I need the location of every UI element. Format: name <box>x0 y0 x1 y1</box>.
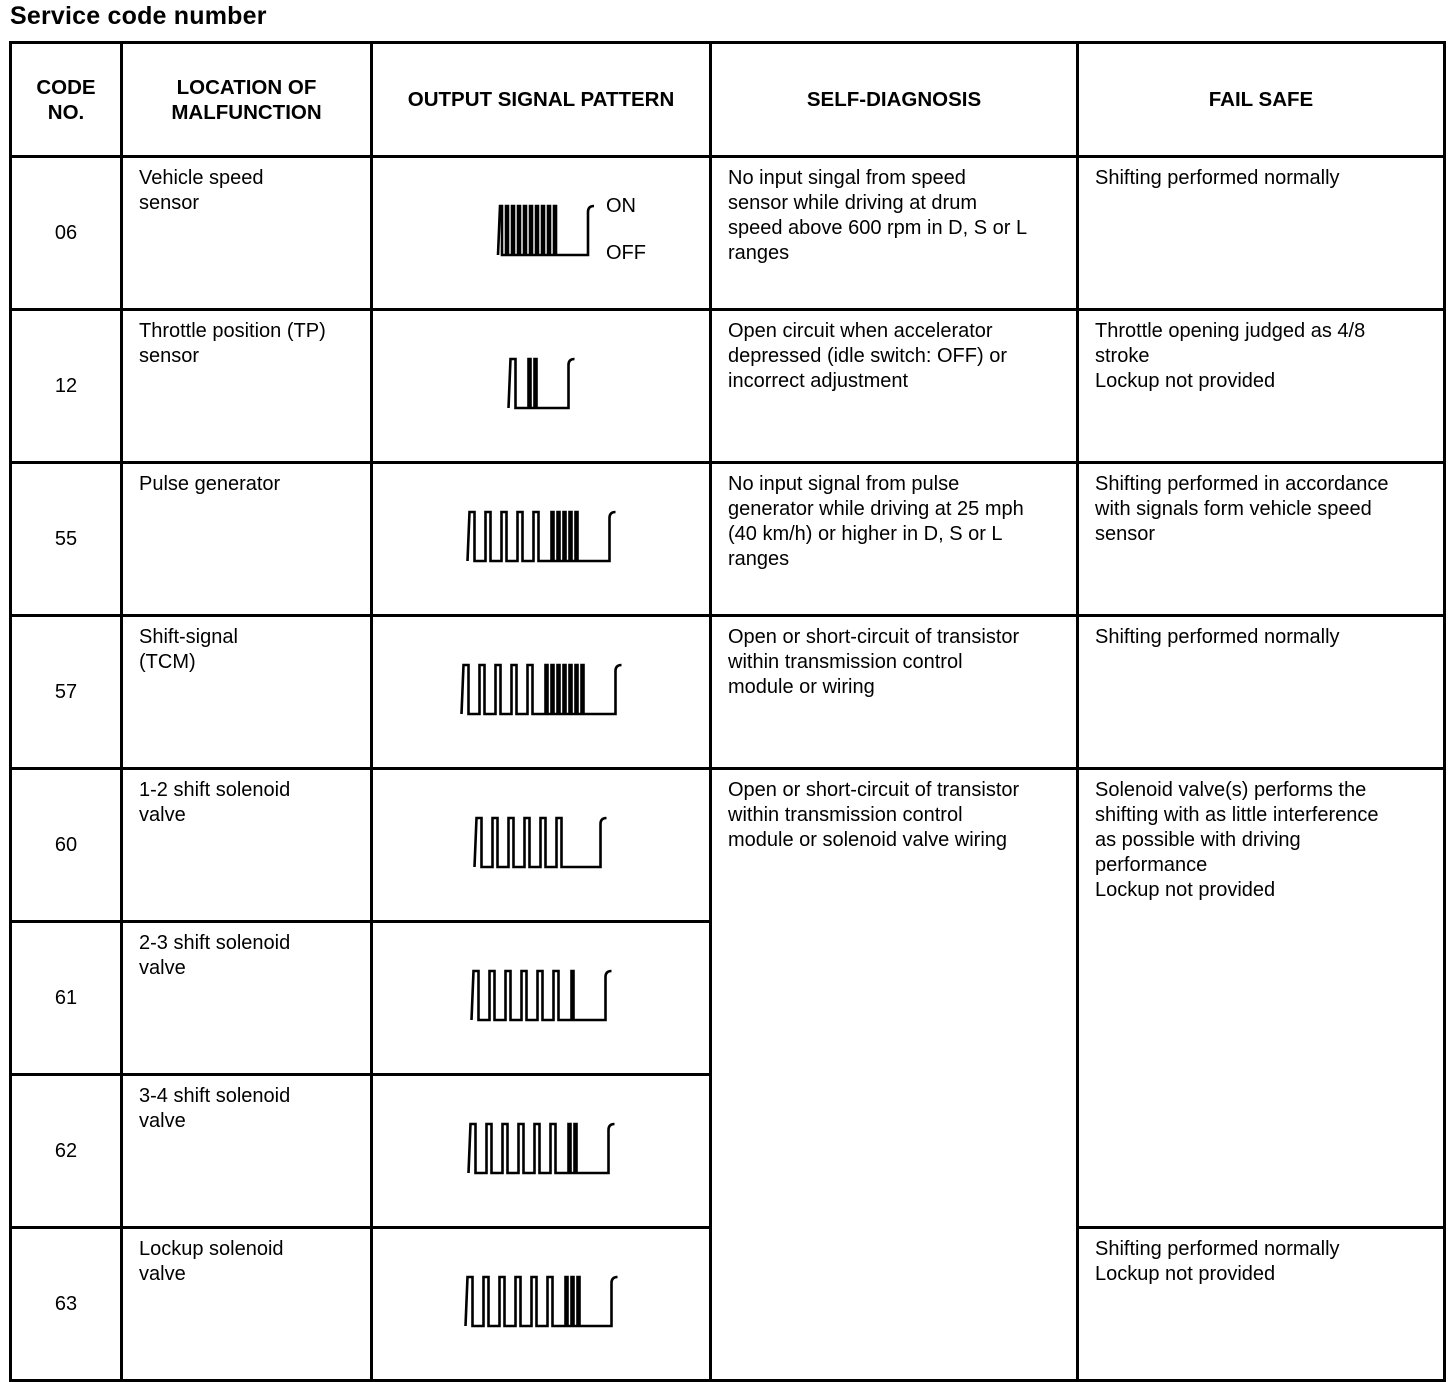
waveform-path <box>468 512 616 561</box>
code-cell: 62 <box>11 1075 122 1228</box>
signal-pattern-cell <box>372 157 711 310</box>
signal-pattern-cell <box>372 922 711 1075</box>
location-cell: Throttle position (TP) sensor <box>122 310 372 463</box>
off-label: OFF <box>606 242 646 264</box>
header-self-diagnosis: SELF-DIAGNOSIS <box>711 43 1078 157</box>
header-location: LOCATION OF MALFUNCTION <box>122 43 372 157</box>
signal-pattern-cell <box>372 769 711 922</box>
signal-waveform <box>373 770 712 920</box>
table-row <box>11 616 1445 769</box>
waveform-path <box>475 818 607 867</box>
location-cell: 3-4 shift solenoid valve <box>122 1075 372 1228</box>
fail-safe-cell: Shifting performed normally <box>1078 616 1445 769</box>
self-diagnosis-cell: Open or short-circuit of transistor within transmission control module or wiring <box>711 616 1078 769</box>
waveform-path <box>472 971 612 1020</box>
code-cell: 61 <box>11 922 122 1075</box>
fail-safe-cell: Shifting performed in accordance with signals form vehicle speed sensor <box>1078 463 1445 616</box>
location-cell: 2-3 shift solenoid valve <box>122 922 372 1075</box>
location-cell: Shift-signal (TCM) <box>122 616 372 769</box>
location-cell: Pulse generator <box>122 463 372 616</box>
waveform-path <box>466 1277 618 1326</box>
location-cell: Lockup solenoid valve <box>122 1228 372 1381</box>
signal-pattern-cell <box>372 616 711 769</box>
fail-safe-cell: Shifting performed normally Lockup not provided <box>1078 1228 1445 1381</box>
service-code-table <box>9 41 1446 1382</box>
on-label: ON <box>606 195 636 217</box>
waveform-path <box>498 206 594 255</box>
waveform-path <box>469 1124 615 1173</box>
waveform-path <box>462 665 622 714</box>
signal-pattern-cell <box>372 1228 711 1381</box>
page-title: Service code number <box>10 2 267 30</box>
table-row <box>11 310 1445 463</box>
code-cell: 63 <box>11 1228 122 1381</box>
signal-waveform <box>373 923 712 1073</box>
signal-pattern-cell <box>372 310 711 463</box>
table-row <box>11 769 1445 922</box>
fail-safe-cell: Throttle opening judged as 4/8 stroke Lockup not provided <box>1078 310 1445 463</box>
signal-waveform <box>373 158 712 308</box>
self-diagnosis-cell: No input singal from speed sensor while driving at drum speed above 600 rpm in D, S or L ranges <box>711 157 1078 310</box>
signal-waveform <box>373 311 712 461</box>
signal-pattern-cell <box>372 463 711 616</box>
signal-waveform <box>373 464 712 614</box>
self-diagnosis-cell: No input signal from pulse generator while driving at 25 mph (40 km/h) or higher in D, S or L ranges <box>711 463 1078 616</box>
location-cell: 1-2 shift solenoid valve <box>122 769 372 922</box>
header-code-no: CODE NO. <box>11 43 122 157</box>
signal-waveform <box>373 1076 712 1226</box>
self-diagnosis-cell: Open circuit when accelerator depressed (idle switch: OFF) or incorrect adjustment <box>711 310 1078 463</box>
code-cell: 12 <box>11 310 122 463</box>
code-cell: 55 <box>11 463 122 616</box>
code-cell: 57 <box>11 616 122 769</box>
table-row <box>11 157 1445 310</box>
fail-safe-cell: Shifting performed normally <box>1078 157 1445 310</box>
code-cell: 06 <box>11 157 122 310</box>
waveform-path <box>509 359 575 408</box>
header-fail-safe: FAIL SAFE <box>1078 43 1445 157</box>
self-diagnosis-cell: Open or short-circuit of transistor within transmission control module or solenoid valve wiring <box>711 769 1078 1381</box>
signal-waveform <box>373 617 712 767</box>
signal-pattern-cell <box>372 1075 711 1228</box>
header-signal-pattern: OUTPUT SIGNAL PATTERN <box>372 43 711 157</box>
code-cell: 60 <box>11 769 122 922</box>
location-cell: Vehicle speed sensor <box>122 157 372 310</box>
signal-waveform <box>373 1229 712 1379</box>
fail-safe-cell: Solenoid valve(s) performs the shifting with as little interference as possible with driving performance Lockup not provided <box>1078 769 1445 1228</box>
table-row <box>11 463 1445 616</box>
table-header-row <box>11 43 1445 157</box>
